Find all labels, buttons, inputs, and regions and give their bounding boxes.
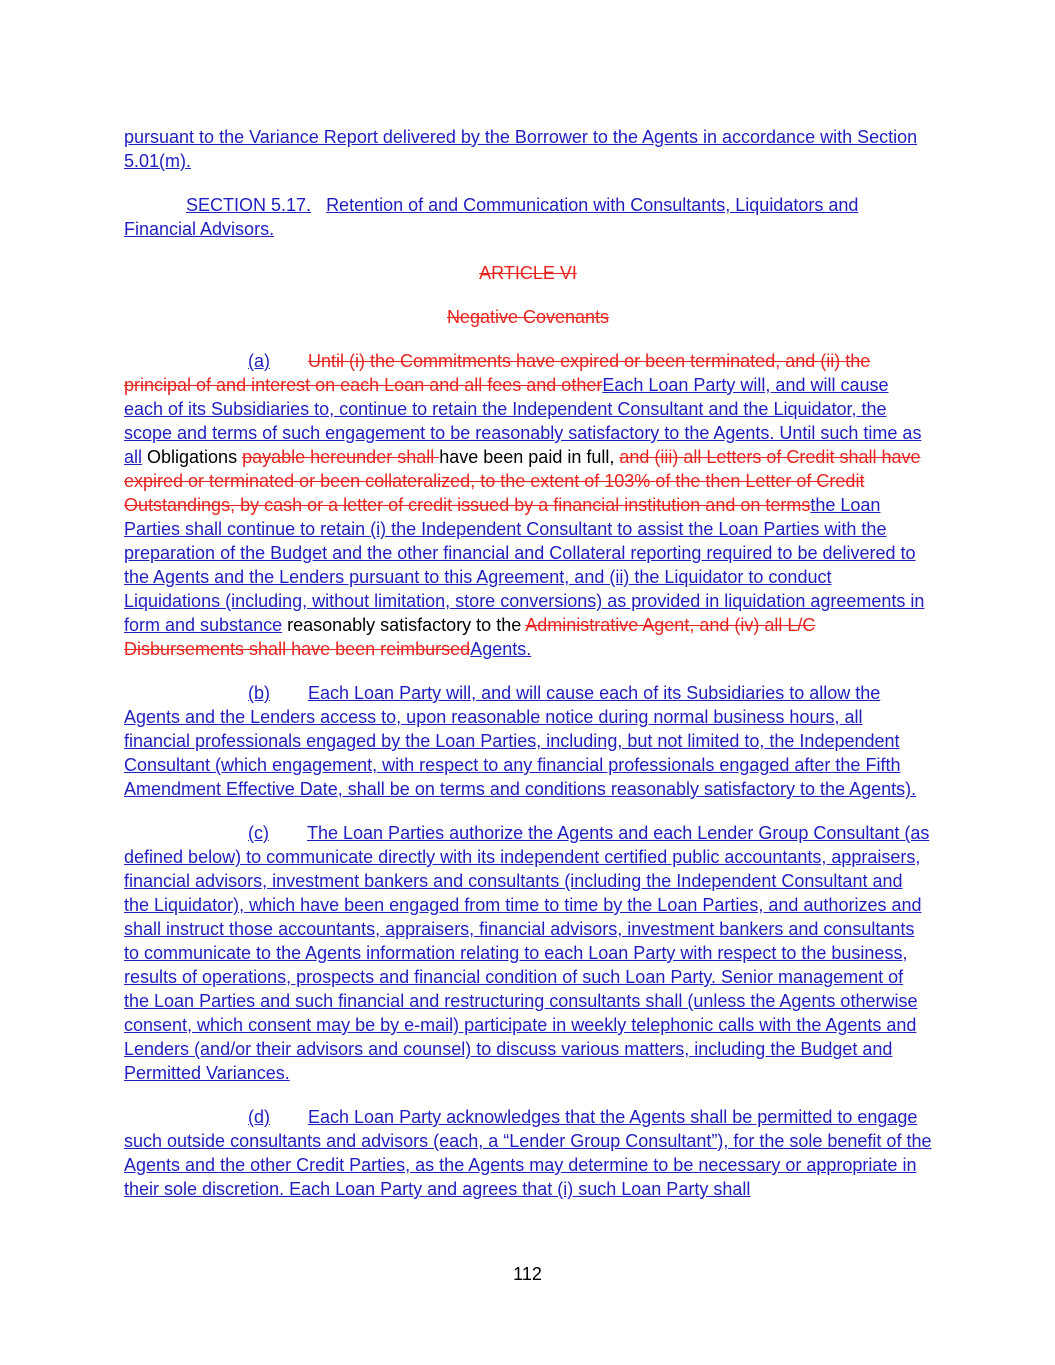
gap xyxy=(311,195,326,215)
paragraph-b-text: Each Loan Party will, and will cause each of its Subsidiaries to allow the Agents and the Lenders access to, upon reasonable notice during normal business hours, all financial professionals engaged by the Loan Parties, including, but not limited to, the Independent Consultant (which engagement, with respect to any financial professionals engaged after the Fifth Amendment Effective Date, shall be on terms and conditions reasonably satisfactory to the Agents). xyxy=(124,683,917,799)
page-number: 112 xyxy=(513,1264,542,1284)
article-heading xyxy=(124,261,932,285)
paragraph-c-text: The Loan Parties authorize the Agents and each Lender Group Consultant (as defined below) to communicate directly with its independent certified public accountants, appraisers, financial advisors, investment bankers and consultants (including the Independent Consultant and the Liquidator), which have been engaged from time to time by the Loan Parties, and authorizes and shall instruct those accountants, appraisers, financial advisors, investment bankers and consultants to communicate to the Agents information relating to each Loan Party with respect to the business, results of operations, prospects and financial condition of such Loan Party. Senior management of the Loan Parties and such financial and restructuring consultants shall (unless the Agents otherwise consent, which consent may be by e-mail) participate in weekly telephonic calls with the Agents and Lenders (and/or their advisors and counsel) to discuss various matters, including the Budget and Permitted Variances. xyxy=(124,823,930,1083)
plain-text: reasonably satisfactory to the xyxy=(282,615,526,635)
inserted-text: Each Loan Party will, and will cause each of its Subsidiaries to, continue to retain the Independent Consultant and the Liquidator, the scope and terms of such engagement to be reasonably satisfactory to the Agents. Until such time as all xyxy=(124,375,922,467)
article-subheading xyxy=(124,305,932,329)
inserted-text: the Loan Parties shall continue to retain (i) the Independent Consultant to assist the Loan Parties with the preparation of the Budget and the other financial and Collateral reporting required to be delivered to the Agents and the Lenders pursuant to this Agreement, and (ii) the Liquidator to conduct Liquidations (including, without limitation, store conversions) as provided in liquidation agreements in form and substance xyxy=(124,495,925,635)
inserted-text: Agents. xyxy=(470,639,532,659)
paragraph-d xyxy=(124,1105,932,1201)
paragraph-d-label: (d) xyxy=(248,1107,270,1127)
paragraph-b xyxy=(124,681,932,801)
deleted-text: payable hereunder shall xyxy=(242,447,440,467)
section-number: SECTION 5.17. xyxy=(186,195,312,215)
deleted-text: Until (i) the Commitments have expired or been terminated, and (ii) the principal of and interest on each Loan and all fees and other xyxy=(124,351,871,395)
intro-paragraph xyxy=(124,125,932,173)
section-title: Retention of and Communication with Consultants, Liquidators and Financial Advisors. xyxy=(124,195,859,239)
paragraph-a xyxy=(124,349,932,661)
document-page xyxy=(124,125,932,1221)
article-number: ARTICLE VI xyxy=(479,263,577,283)
deleted-text: Administrative Agent, and (iv) all L/C Disbursements shall have been reimbursed xyxy=(124,615,816,659)
plain-text: Obligations xyxy=(142,447,243,467)
intro-text: pursuant to the Variance Report delivered by the Borrower to the Agents in accordance with Section 5.01(m). xyxy=(124,127,918,171)
article-title: Negative Covenants xyxy=(446,307,610,327)
paragraph-b-label: (b) xyxy=(248,683,270,703)
paragraph-c-label: (c) xyxy=(248,823,269,843)
plain-text: have been paid in full, xyxy=(439,447,620,467)
paragraph-d-text: Each Loan Party acknowledges that the Agents shall be permitted to engage such outside consultants and advisors (each, a “Lender Group Consultant”), for the sole benefit of the Agents and the other Credit Parties, as the Agents may determine to be necessary or appropriate in their sole discretion. Each Loan Party and agrees that (i) such Loan Party shall xyxy=(124,1107,932,1199)
paragraph-a-label: (a) xyxy=(248,351,270,371)
deleted-text: and (iii) all Letters of Credit shall have expired or terminated or been collateralized, to the extent of 103% of the then Letter of Credit Outstandings, by cash or a letter of credit issued by a financial institution and on terms xyxy=(124,447,921,515)
section-5-17-heading xyxy=(124,193,932,241)
paragraph-c xyxy=(124,821,932,1085)
